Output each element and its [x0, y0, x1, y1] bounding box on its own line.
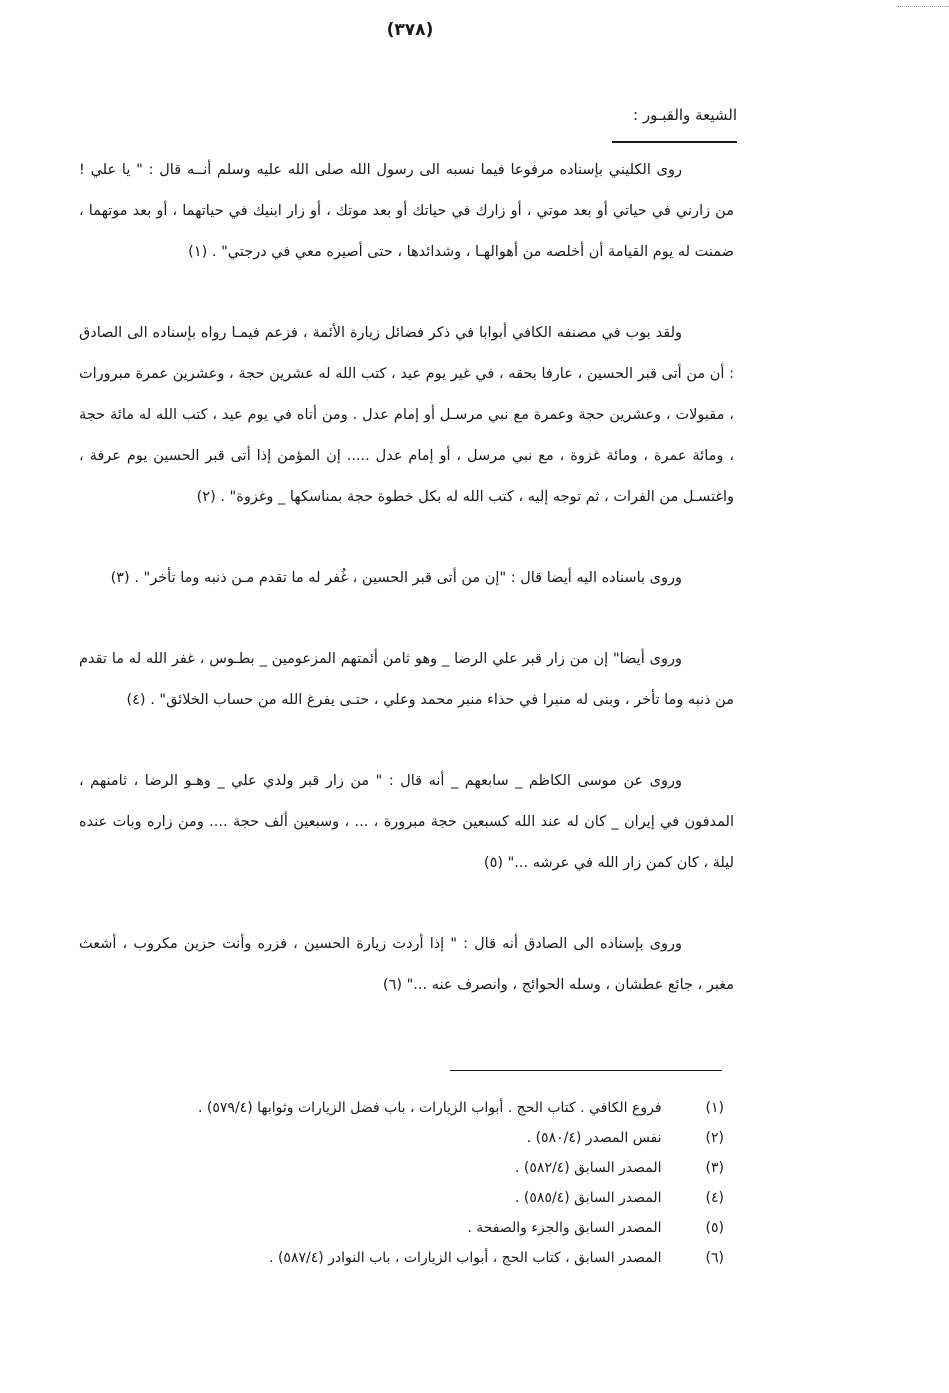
footnote-text: المصدر السابق (٥٨٥/٤) .	[515, 1190, 662, 1206]
heading-underline	[612, 141, 737, 143]
paragraph: وروى أيضا" إن من زار قبر علي الرضا _ وهو ثامن أئمتهم المزعومين _ بطـوس ، غفر الله له ما تقدم من ذنبه وما تأخر ، وبنى له منبرا في حذاء منبر محمد وعلي ، حتـى يفرغ الله من حساب الخلائق" . (٤)	[79, 651, 734, 708]
body-text	[79, 150, 734, 1046]
footnote-number: (٦)	[705, 1250, 724, 1266]
paragraph: روى الكليني بإسناده مرفوعا فيما نسبه الى رسول الله صلى الله عليه وسلم أنــه قال : " يا علي ! من زارني في حياتي أو بعد موتي ، أو زارك في حياتك أو بعد موتك ، أو زار ابنيك في حياتهما ، أو بعد موتهما ، ضمنت له يوم القيامة أن أخلصه من أهوالهـا ، وشدائدها ، حتى أصيره معي في درجتي" . (١)	[79, 162, 734, 260]
footnote-text: فروع الكافي . كتاب الحج . أبواب الزيارات ، باب فضل الزيارات وثوابها (٥٧٩/٤) .	[198, 1100, 662, 1116]
paragraph: وروى باسناده اليه أيضا قال : "إن من أتى قبر الحسين ، غُفر له ما تقدم مـن ذنبه وما تأخر" . (٣)	[110, 570, 682, 586]
paragraph: ولقد بوب في مصنفه الكافي أبوابا في ذكر فضائل زيارة الأئمة ، فزعم فيمـا رواه بإسناده الى الصادق : أن من أتى قبر الحسين ، عارفا بحقه ، في غير يوم عيد ، كتب الله له عشرين حجة ، وعشرين عمرة مبرورات ، مقبولات ، وعشرين حجة وعمرة مع نبي مرسـل أو إمام عدل . ومن أتاه في يوم عيد ، كتب الله له مائة حجة ، ومائة عمرة ، ومائة غزوة ، مع نبي مرسل ، أو إمام عدل ..... إن المؤمن إذا أتى قبر الحسين يوم عرفة ، واغتسـل من الفرات ، ثم توجه إليه ، كتب الله له بكل خطوة حجة بمناسكها _ وغزوة" . (٢)	[79, 325, 734, 505]
footnote-item	[74, 1183, 724, 1213]
section-heading: الشيعة والقبـور :	[633, 106, 737, 124]
footnote-number: (٥)	[705, 1220, 724, 1236]
footnote-item	[74, 1123, 724, 1153]
footnote-number: (٣)	[705, 1160, 724, 1176]
footnote-number: (٢)	[705, 1130, 724, 1146]
footnote-text: المصدر السابق والجزء والصفحة .	[467, 1220, 662, 1236]
footnote-number: (١)	[705, 1100, 724, 1116]
footnote-separator	[450, 1070, 722, 1071]
footnote-item	[74, 1093, 724, 1123]
scan-corner-mark	[897, 0, 949, 7]
footnotes-list	[74, 1093, 724, 1273]
footnote-text: المصدر السابق ، كتاب الحج ، أبواب الزيارات ، باب النوادر (٥٨٧/٤) .	[269, 1250, 662, 1266]
footnote-text: المصدر السابق (٥٨٢/٤) .	[515, 1160, 662, 1176]
footnote-item	[74, 1243, 724, 1273]
footnote-item	[74, 1153, 724, 1183]
footnote-item	[74, 1213, 724, 1243]
footnote-text: نفس المصدر (٥٨٠/٤) .	[526, 1130, 662, 1146]
page-number: (٣٧٨)	[386, 20, 434, 40]
paragraph: وروى عن موسى الكاظم _ سابعهم _ أنه قال : " من زار قبر ولدي علي _ وهـو الرضا ، ثامنهم ، المدفون في إيران _ كان له عند الله كسبعين حجة مبرورة ، ... ، وسبعين ألف حجة .... ومن زاره وبات عنده ليلة ، كان كمن زار الله في عرشه ..." (٥)	[79, 773, 734, 871]
footnote-number: (٤)	[705, 1190, 724, 1206]
paragraph: وروى بإسناده الى الصادق أنه قال : " إذا أردت زيارة الحسين ، فزره وأنت حزين مكروب ، أشعث مغبر ، جائع عطشان ، وسله الحوائج ، وانصرف عنه ..." (٦)	[79, 936, 734, 993]
